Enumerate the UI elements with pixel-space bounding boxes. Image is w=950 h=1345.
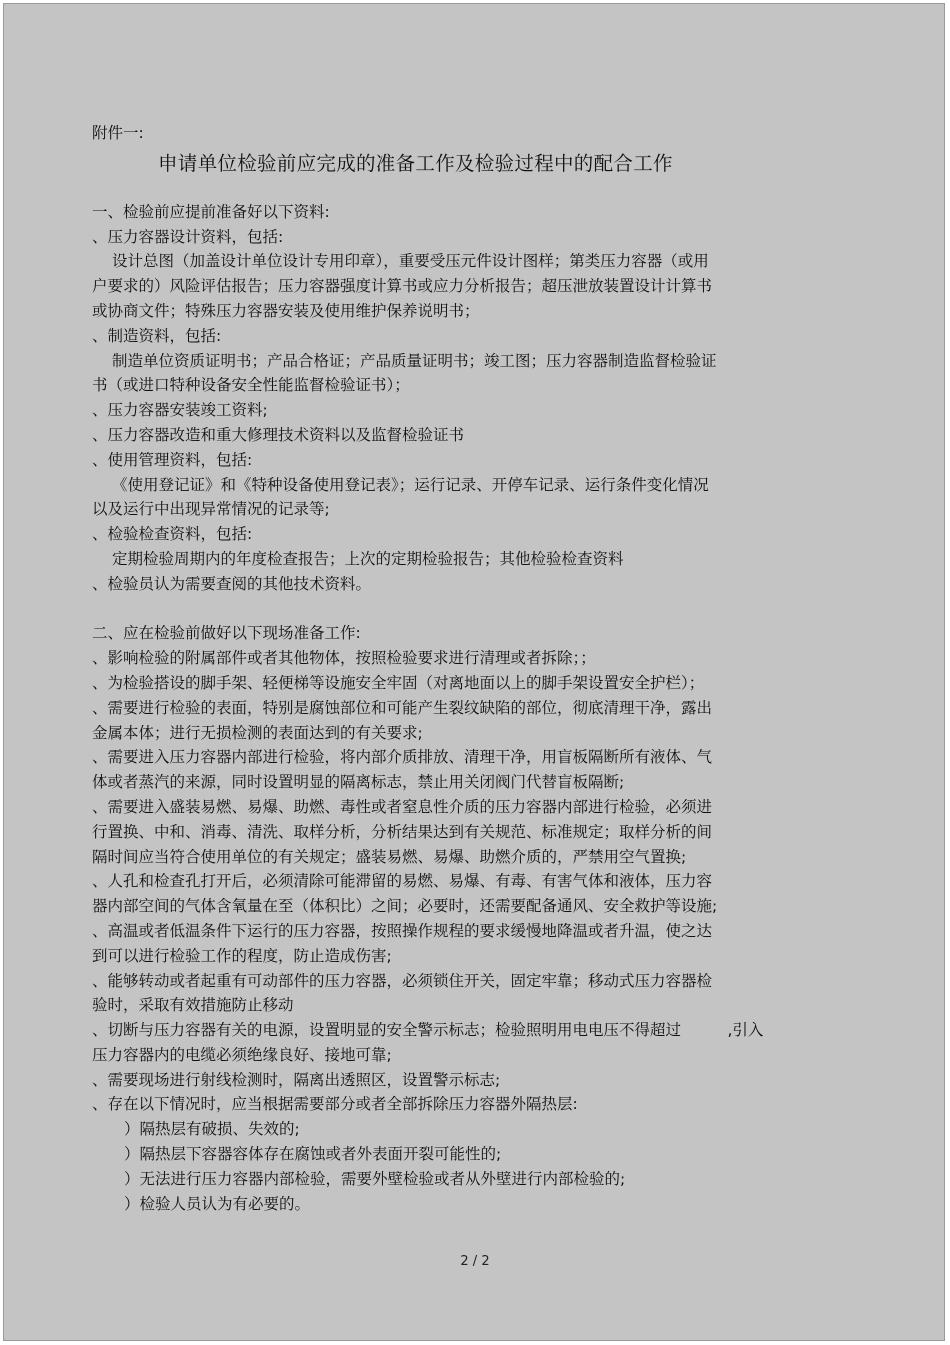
text-line: 制造单位资质证明书；产品合格证；产品质量证明书；竣工图；压力容器制造监督检验证 (112, 351, 717, 370)
text-line: 金属本体；进行无损检测的表面达到的有关要求; (92, 723, 423, 742)
text-line: 、压力容器改造和重大修理技术资料以及监督检验证书 (92, 425, 465, 444)
text-line: 体或者蒸汽的来源，同时设置明显的隔离标志，禁止用关闭阀门代替盲板隔断; (92, 773, 625, 792)
text-line: 《使用登记证》和《特种设备使用登记表》；运行记录、开停车记录、运行条件变化情况 (112, 475, 709, 494)
text-line: 、影响检验的附属部件或者其他物体，按照检验要求进行清理或者拆除；； (92, 649, 596, 668)
attachment-label: 附件一: (92, 124, 144, 142)
text-line: ）无法进行压力容器内部检验，需要外壁检验或者从外壁进行内部检验的; (124, 1169, 626, 1188)
text-line: 、需要进入压力容器内部进行检验，将内部介质排放、清理干净，用盲板隔断所有液体、气 (92, 748, 713, 767)
text-line: 、为检验搭设的脚手架、轻便梯等设施安全牢固（对离地面以上的脚手架设置安全护栏）； (92, 673, 705, 692)
text-line: 器内部空间的气体含氧量在至（体积比）之间；必要时，还需要配备通风、安全救护等设施; (92, 897, 718, 916)
text-line: 隔时间应当符合使用单位的有关规定；盛装易燃、易爆、助燃介质的，严禁用空气置换; (92, 847, 687, 866)
text-line: 验时，采取有效措施防止移动 (92, 996, 294, 1015)
text-line: 、能够转动或者起重有可动部件的压力容器，必须锁住开关，固定牢靠；移动式压力容器检 (92, 971, 713, 990)
text-line: 户要求的）风险评估报告；压力容器强度计算书或应力分析报告；超压泄放装置设计计算书 (92, 277, 713, 296)
text-line: 行置换、中和、消毒、清洗、取样分析，分析结果达到有关规范、标准规定；取样分析的间 (92, 822, 713, 841)
text-line: 、人孔和检查孔打开后，必须清除可能滞留的易燃、易爆、有毒、有害气体和液体，压力容 (92, 872, 713, 891)
document-content (92, 121, 872, 1216)
text-line: 、需要进行检验的表面，特别是腐蚀部位和可能产生裂纹缺陷的部位，彻底清理干净，露出 (92, 698, 713, 717)
text-line: 、切断与压力容器有关的电源，设置明显的安全警示标志；检验照明用电电压不得超过 ,引入 (92, 1021, 764, 1040)
text-line: 、使用管理资料，包括: (92, 450, 253, 469)
text-line: 或协商文件；特殊压力容器安装及使用维护保养说明书； (92, 301, 480, 320)
text-line: 、压力容器安装竣工资料; (92, 401, 268, 420)
text-line: 设计总图（加盖设计单位设计专用印章），重要受压元件设计图样；第类压力容器（或用 (112, 252, 709, 271)
text-line: 、检验检查资料，包括: (92, 525, 253, 544)
text-line: ）隔热层下容器容体存在腐蚀或者外表面开裂可能性的; (124, 1145, 502, 1164)
text-line: ）检验人员认为有必要的。 (124, 1194, 311, 1213)
section-2 (92, 621, 872, 1216)
text-line: 压力容器内的电缆必须绝缘良好、接地可靠; (92, 1045, 392, 1064)
text-line: 二、应在检验前做好以下现场准备工作: (92, 624, 361, 643)
document-title: 申请单位检验前应完成的准备工作及检验过程中的配合工作 (158, 151, 673, 175)
text-line: 以及运行中出现异常情况的记录等; (92, 500, 330, 519)
text-line: 、存在以下情况时，应当根据需要部分或者全部拆除压力容器外隔热层: (92, 1095, 578, 1114)
text-line: 书（或进口特种设备安全性能监督检验证书）； (92, 376, 410, 395)
text-line: 、检验员认为需要查阅的其他技术资料。 (92, 574, 372, 593)
text-line: 、压力容器设计资料，包括: (92, 227, 284, 246)
page-number: 2 / 2 (460, 1254, 490, 1269)
text-line: 、需要进入盛装易燃、易爆、助燃、毒性或者窒息性介质的压力容器内部进行检验，必须进 (92, 797, 713, 816)
section-1 (92, 200, 872, 597)
text-line: 、制造资料，包括: (92, 326, 222, 345)
text-line: 、需要现场进行射线检测时，隔离出透照区，设置警示标志; (92, 1070, 501, 1089)
text-line: 到可以进行检验工作的程度，防止造成伤害; (92, 946, 392, 965)
text-line: 定期检验周期内的年度检查报告；上次的定期检验报告；其他检验检查资料 (112, 549, 624, 568)
text-line: 、高温或者低温条件下运行的压力容器，按照操作规程的要求缓慢地降温或者升温，使之达 (92, 921, 713, 940)
document-page (3, 3, 945, 1341)
section-gap (92, 597, 872, 622)
text-line: 一、检验前应提前准备好以下资料: (92, 202, 330, 221)
text-line: ）隔热层有破损、失效的; (124, 1120, 300, 1139)
